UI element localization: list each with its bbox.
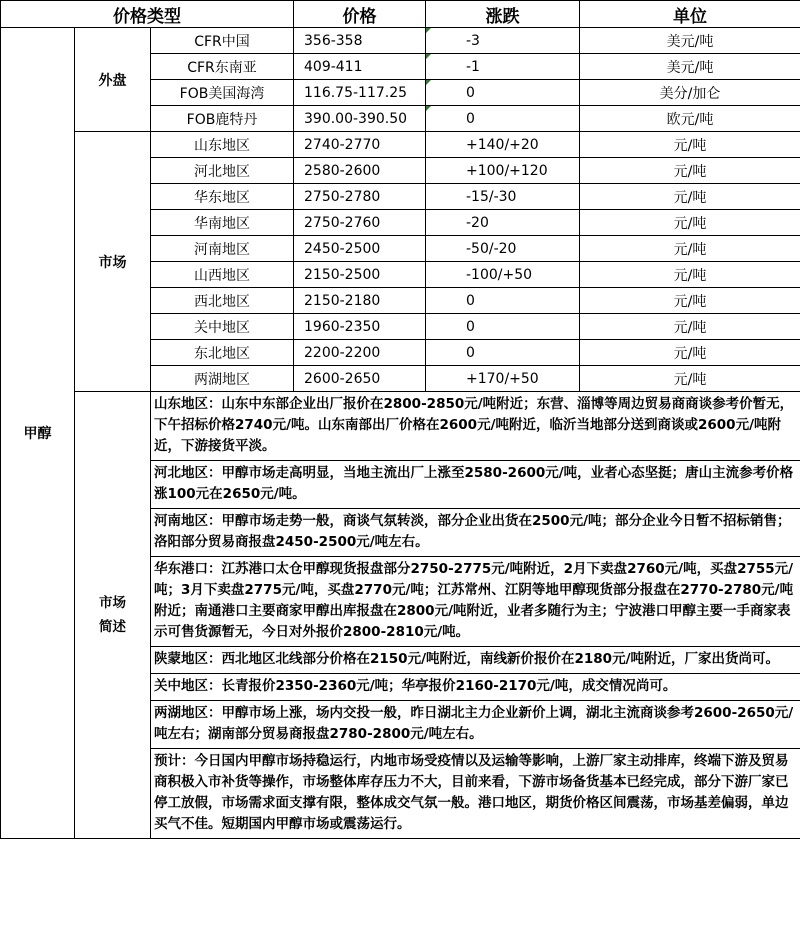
row-change: +100/+120 [426,158,580,184]
row-unit: 元/吨 [580,158,800,184]
row-change: 0 [426,80,580,106]
row-change: 0 [426,340,580,366]
row-price: 356-358 [294,28,426,54]
row-unit: 元/吨 [580,288,800,314]
row-price: 116.75-117.25 [294,80,426,106]
row-change: -20 [426,210,580,236]
row-price: 2750-2760 [294,210,426,236]
row-unit: 欧元/吨 [580,106,800,132]
row-name: 河北地区 [151,158,294,184]
row-name: FOB美国海湾 [151,80,294,106]
header-type: 价格类型 [1,1,294,28]
row-unit: 元/吨 [580,132,800,158]
summary-paragraph: 河南地区：甲醇市场走势一般，商谈气氛转淡，部分企业出货在2500元/吨；部分企业今日暂不招标销售；洛阳部分贸易商报盘2450-2500元/吨左右。 [151,509,800,557]
row-name: 关中地区 [151,314,294,340]
row-change: 0 [426,288,580,314]
row-change: -15/-30 [426,184,580,210]
group-summary [75,392,151,839]
row-price: 2450-2500 [294,236,426,262]
row-price: 390.00-390.50 [294,106,426,132]
header-row [1,1,800,28]
row-name: 山东地区 [151,132,294,158]
row-change: +140/+20 [426,132,580,158]
row-change: -3 [426,28,580,54]
summary-paragraph: 华东港口：江苏港口太仓甲醇现货报盘部分2750-2775元/吨附近，2月下卖盘2760元/吨，买盘2755元/吨；3月下卖盘2775元/吨，买盘2770元/吨；江苏常州、江阴等地甲醇现货部分报盘在2770-2780元/吨附近；南通港口主要商家甲醇出库报盘在2800元/吨附近，业者多随行为主；宁波港口甲醇主要一手商家表示可售货源暂无，今日对外报价2800-2810元/吨。 [151,557,800,647]
summary-row [1,392,800,461]
row-name: 西北地区 [151,288,294,314]
row-unit: 元/吨 [580,210,800,236]
row-unit: 美分/加仑 [580,80,800,106]
table-row [1,28,800,54]
product-name: 甲醇 [1,28,75,839]
row-unit: 美元/吨 [580,54,800,80]
row-name: 两湖地区 [151,366,294,392]
summary-label-line1: 市场 [99,595,126,611]
row-name: CFR东南亚 [151,54,294,80]
summary-label-line2: 简述 [99,619,126,635]
summary-paragraph: 山东地区：山东中东部企业出厂报价在2800-2850元/吨附近；东营、淄博等周边贸易商商谈参考价暂无，下午招标价格2740元/吨。山东南部出厂价格在2600元/吨附近，临沂当地部分送到商谈或2600元/吨附近，下游接货平淡。 [151,392,800,461]
row-price: 2150-2180 [294,288,426,314]
row-unit: 元/吨 [580,236,800,262]
summary-paragraph: 河北地区：甲醇市场走高明显，当地主流出厂上涨至2580-2600元/吨，业者心态坚挺；唐山主流参考价格涨100元在2650元/吨。 [151,461,800,509]
row-unit: 元/吨 [580,262,800,288]
row-name: FOB鹿特丹 [151,106,294,132]
row-price: 2150-2500 [294,262,426,288]
row-change: -1 [426,54,580,80]
header-price: 价格 [294,1,426,28]
row-change: -50/-20 [426,236,580,262]
row-unit: 元/吨 [580,366,800,392]
header-change: 涨跌 [426,1,580,28]
row-name: 河南地区 [151,236,294,262]
group-shichang: 市场 [75,132,151,392]
row-change: 0 [426,314,580,340]
summary-paragraph: 关中地区：长青报价2350-2360元/吨；华亭报价2160-2170元/吨，成交情况尚可。 [151,674,800,701]
row-name: 山西地区 [151,262,294,288]
row-price: 2740-2770 [294,132,426,158]
row-change: +170/+50 [426,366,580,392]
row-name: 东北地区 [151,340,294,366]
row-price: 409-411 [294,54,426,80]
row-name: CFR中国 [151,28,294,54]
row-unit: 元/吨 [580,314,800,340]
row-change: -100/+50 [426,262,580,288]
summary-paragraph: 两湖地区：甲醇市场上涨，场内交投一般，昨日湖北主力企业新价上调，湖北主流商谈参考2600-2650元/吨左右；湖南部分贸易商报盘2780-2800元/吨左右。 [151,701,800,749]
row-price: 2580-2600 [294,158,426,184]
row-unit: 元/吨 [580,340,800,366]
table-row [1,132,800,158]
row-name: 华南地区 [151,210,294,236]
summary-paragraph: 陕蒙地区：西北地区北线部分价格在2150元/吨附近，南线新价报价在2180元/吨附近，厂家出货尚可。 [151,647,800,674]
row-change: 0 [426,106,580,132]
row-unit: 美元/吨 [580,28,800,54]
row-price: 2200-2200 [294,340,426,366]
row-name: 华东地区 [151,184,294,210]
header-unit: 单位 [580,1,800,28]
row-unit: 元/吨 [580,184,800,210]
row-price: 2600-2650 [294,366,426,392]
row-price: 1960-2350 [294,314,426,340]
summary-paragraph: 预计：今日国内甲醇市场持稳运行，内地市场受疫情以及运输等影响，上游厂家主动排库，终端下游及贸易商积极入市补货等操作，市场整体库存压力不大，目前来看，下游市场备货基本已经完成，部分下游厂家已停工放假，市场需求面支撑有限，整体成交气氛一般。港口地区，期货价格区间震荡，市场基差偏弱，单边买气不佳。短期国内甲醇市场或震荡运行。 [151,749,800,839]
group-waipan: 外盘 [75,28,151,132]
row-price: 2750-2780 [294,184,426,210]
